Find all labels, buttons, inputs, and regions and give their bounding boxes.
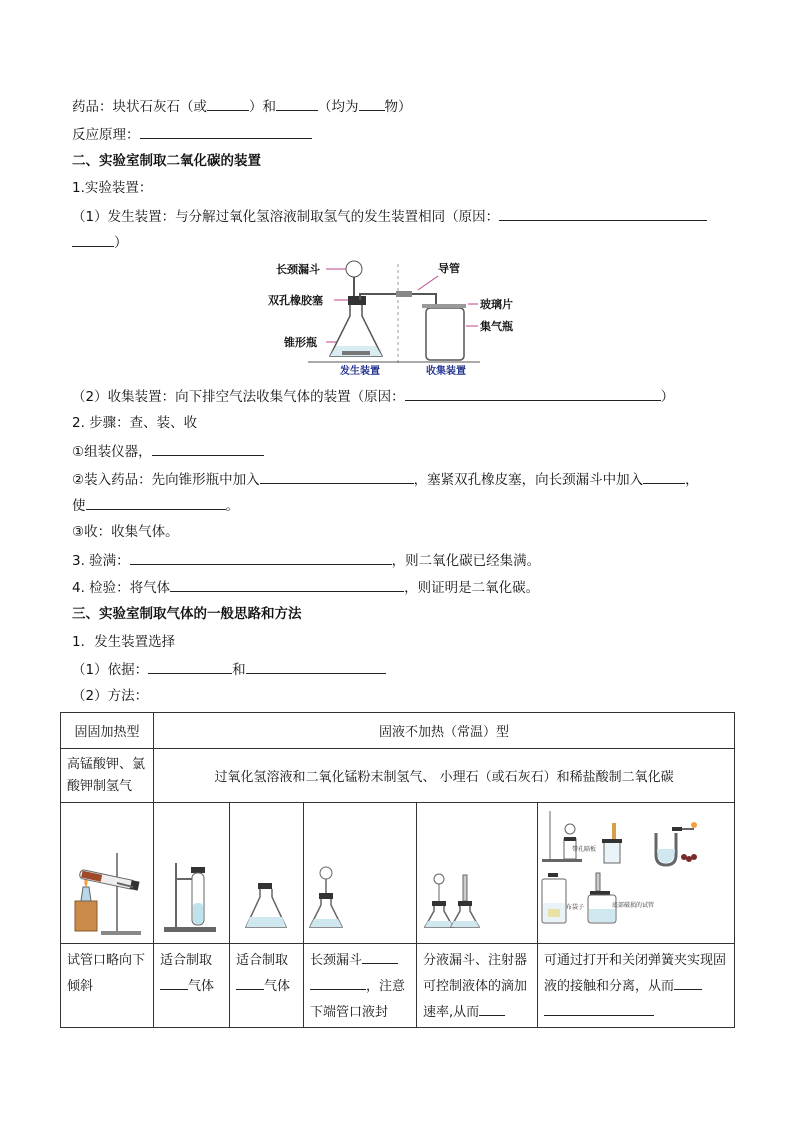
note-flask-text: 适合制取 [236,953,289,968]
blank[interactable] [148,659,232,674]
generator-table [60,712,735,1028]
label-flask: 锥形瓶 [284,336,317,349]
blank[interactable] [246,659,386,674]
note-control [538,944,735,1028]
steps-line: 2. 步骤：查、装、收 [72,415,198,431]
test-tube-stand-icon [154,803,229,939]
step-2-text: ， [685,472,699,488]
img-cell-funnel [304,803,417,944]
glass-plate [422,304,466,308]
generator-line-cont [72,232,128,253]
funnel-bulb-icon [346,261,362,277]
verify-full-line [72,550,540,571]
note-control-text: 可通过打开和关闭弹簧夹实现固液的接触和分离，从而 [544,953,727,994]
blank[interactable] [276,96,318,111]
section-3-heading: 三、实验室制取气体的一般思路和方法 [72,606,302,622]
note-funnel-text: 长颈漏斗 [310,953,363,968]
note-dropping [417,944,538,1028]
blank[interactable] [140,124,312,139]
basis-text: （1）依据： [72,662,149,678]
collector-line [72,386,674,407]
img-cell-tube [154,803,230,944]
step-2-line-cont [72,495,239,516]
note-heating: 试管口略向下倾斜 [61,944,154,1028]
step-2-text: ，塞紧双孔橡皮塞，向长颈漏斗中加入 [413,472,644,488]
step-2-text: 。 [225,498,239,514]
drugs-text: （均为 [318,99,359,115]
caption-generator: 发生装置 [340,366,380,376]
stopper-icon [348,296,366,305]
co2-apparatus-diagram [268,256,530,376]
img-cell-control [538,803,735,944]
blank[interactable] [72,232,114,247]
blank[interactable] [260,469,414,484]
sub-heading-apparatus: 1.实验装置： [72,180,153,196]
verify-text: 3. 验满： [72,553,130,569]
step-2-text: 使 [72,498,86,514]
heating-apparatus-icon [61,803,153,939]
drugs-text: 物） [384,99,412,115]
img-cell-dropping [417,803,538,944]
blank[interactable] [236,975,264,990]
blank[interactable] [152,441,264,456]
note-funnel-text: ，注意下端管口液封 [310,979,406,1020]
label-stopper: 双孔橡胶塞 [268,294,323,307]
test-line [72,577,539,598]
reaction-label: 反应原理： [72,127,140,143]
blank[interactable] [643,469,685,484]
label-tube: 导管 [438,262,460,275]
row2-right: 过氧化氢溶液和二氧化锰粉末制氢气、 小理石（或石灰石）和稀盐酸制二氧化碳 [154,749,735,803]
label-perforated-plate: 带孔隔板 [572,846,597,853]
note-tube-text: 适合制取 [160,953,213,968]
test-text: 4. 检验：将气体 [72,580,171,596]
note-flask-text: 气体 [264,979,291,994]
blank[interactable] [544,1001,654,1016]
img-cell-flask [230,803,304,944]
blank[interactable] [405,386,661,401]
step-2-line [72,469,699,490]
drugs-text: ）和 [249,99,276,115]
blank[interactable] [359,96,385,111]
step-2-text: ②装入药品：先向锥形瓶中加入 [72,472,260,488]
note-flask [230,944,304,1028]
collector-text: ） [660,389,675,405]
blank[interactable] [479,1001,505,1016]
blank[interactable] [160,975,188,990]
verify-text: ，则二氧化碳已经集满。 [391,553,541,569]
blank[interactable] [674,975,702,990]
generator-line [72,206,707,227]
collector-text: （2）收集装置：向下排空气法收集气体的装置（原因： [72,389,405,405]
img-cell-heating [61,803,154,944]
note-tube [154,944,230,1028]
step-1-line [72,441,264,462]
blank[interactable] [207,96,249,111]
note-dropping-text: 分液漏斗、注射器可控制液体的滴加速率,从而 [423,953,528,1020]
label-glass: 玻璃片 [480,298,513,311]
sub-heading-generator: 1．发生装置选择 [72,634,176,650]
blank[interactable] [499,206,707,221]
basis-text: 和 [232,662,246,678]
controllable-apparatus-icon [538,803,734,939]
blank[interactable] [170,577,404,592]
blank[interactable] [130,550,392,565]
label-bottle: 集气瓶 [480,320,513,333]
note-tube-text: 气体 [188,979,215,994]
separating-funnel-icon [417,803,537,939]
step-1-text: ①组装仪器， [72,444,152,460]
label-funnel: 长颈漏斗 [276,263,320,276]
row2-left: 高锰酸钾、氯酸钾制氢气 [61,749,154,803]
gas-jar-icon [426,308,464,360]
generator-text: ） [114,235,128,251]
drugs-line [72,96,412,117]
drugs-text: 药品：块状石灰石（或 [72,99,207,115]
flask-small-icon [230,803,303,939]
long-funnel-flask-icon [304,803,416,939]
caption-collector: 收集装置 [426,366,466,376]
generator-text: （1）发生装置：与分解过氧化氢溶液制取氢气的发生装置相同（原因： [72,209,500,225]
note-funnel [304,944,417,1028]
header-solid-liquid: 固液不加热（常温）型 [154,713,735,749]
blank[interactable] [362,949,398,964]
label-broken-tube: 底部破损的试管 [612,902,655,909]
section-2-heading: 二、实验室制取二氧化碳的装置 [72,153,261,169]
blank[interactable] [86,495,226,510]
blank[interactable] [310,975,366,990]
basis-line [72,659,386,680]
reaction-line [72,124,312,145]
header-solid-heating: 固固加热型 [61,713,154,749]
step-3-line: ③收：收集气体。 [72,524,179,540]
label-cloth-bag: 布袋子 [566,904,585,911]
test-text: ，则证明是二氧化碳。 [404,580,540,596]
method-line: （2）方法： [72,688,149,704]
